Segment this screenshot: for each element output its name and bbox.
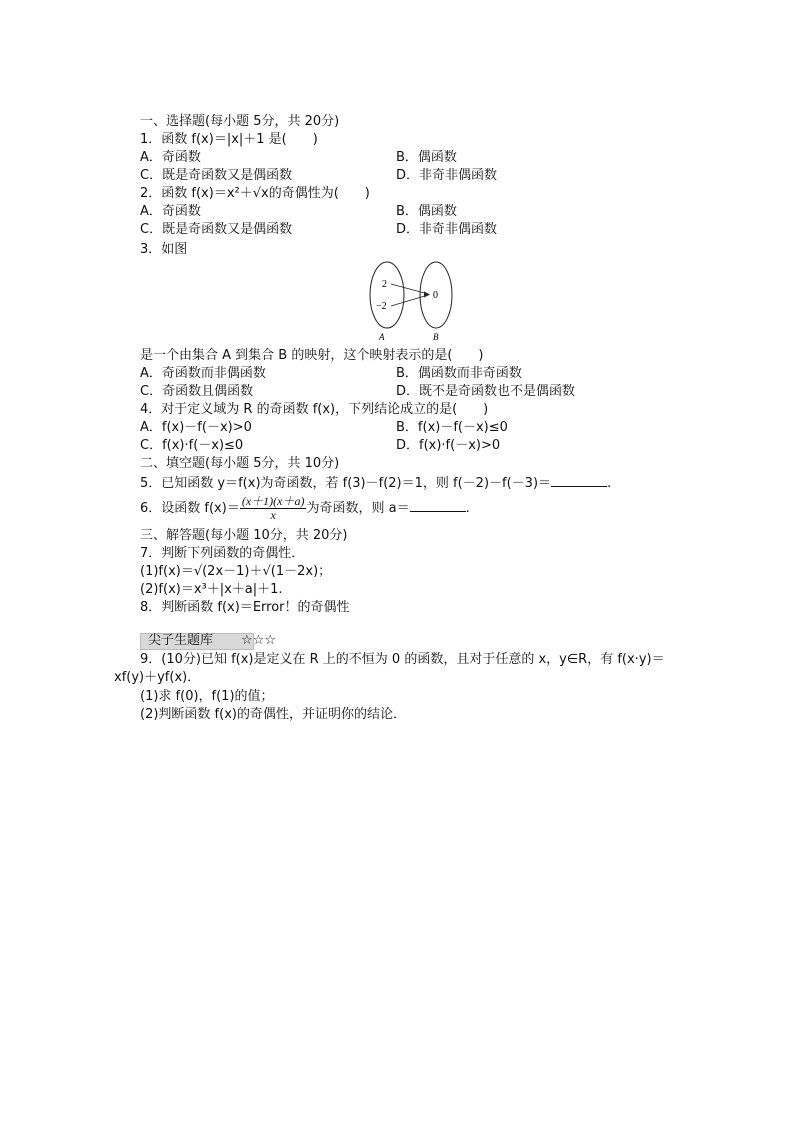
section1-heading: 一、选择题(每小题 5分，共 20分) — [140, 114, 340, 129]
arrow-neg2-to-0 — [391, 295, 428, 306]
q2-option-b: B．偶函数 — [396, 204, 457, 219]
arrow-2-to-0 — [391, 284, 428, 294]
set-b-label: B — [433, 332, 439, 342]
q7-part2: (2)f(x)＝x³＋|x＋a|＋1. — [140, 582, 283, 597]
set-a-item-1: 2 — [382, 279, 387, 290]
q2-stem: 2．函数 f(x)＝x²＋√x的奇偶性为( ) — [140, 186, 370, 201]
q4-stem: 4．对于定义域为 R 的奇函数 f(x)，下列结论成立的是( ) — [140, 402, 489, 417]
q7-part1: (1)f(x)＝√(2x－1)＋√(1－2x)； — [140, 564, 332, 579]
q2-option-d: D．非奇非偶函数 — [396, 222, 498, 237]
q6-answer-blank[interactable] — [410, 500, 466, 512]
q5-text: 5．已知函数 y＝f(x)为奇函数，若 f(3)－f(2)＝1，则 f(－2)－f(－3)＝ — [140, 476, 552, 491]
section3-heading: 三、解答题(每小题 10分，共 20分) — [140, 528, 348, 543]
q9-line1: 9．(10分)已知 f(x)是定义在 R 上的不恒为 0 的函数，且对于任意的 x，y∈R，有 f(x·y)＝ — [140, 652, 665, 667]
challenge-badge-label: 尖子生题库 — [148, 633, 214, 648]
q4-option-c: C．f(x)·f(－x)≤0 — [140, 438, 244, 453]
q9-line2: xf(y)＋yf(x)． — [114, 670, 201, 685]
set-a-item-2: −2 — [376, 301, 387, 312]
q5-answer-blank[interactable] — [551, 475, 607, 487]
q1-stem: 1．函数 f(x)＝|x|＋1 是( ) — [140, 132, 318, 147]
set-a-label: A — [379, 332, 385, 342]
arrowhead — [424, 292, 430, 298]
q1-option-c: C．既是奇函数又是偶函数 — [140, 168, 293, 183]
q4-option-a: A．f(x)－f(－x)>0 — [140, 420, 252, 435]
q7-stem: 7．判断下列函数的奇偶性． — [140, 546, 305, 561]
q1-option-a: A．奇函数 — [140, 150, 201, 165]
q6-prefix: 6．设函数 f(x)＝ — [140, 501, 240, 516]
section2-heading: 二、填空题(每小题 5分，共 10分) — [140, 456, 340, 471]
challenge-title — [148, 633, 276, 649]
q4-option-b: B．f(x)－f(－x)≤0 — [396, 420, 508, 435]
q1-option-d: D．非奇非偶函数 — [396, 168, 498, 183]
q4-option-d: D．f(x)·f(－x)>0 — [396, 438, 501, 453]
q3-option-d: D．既不是奇函数也不是偶函数 — [396, 384, 576, 399]
q3-option-b: B．偶函数而非奇函数 — [396, 366, 522, 381]
q2-option-c: C．既是奇函数又是偶函数 — [140, 222, 293, 237]
q6-denominator: x — [270, 508, 276, 522]
q5-end: . — [607, 476, 612, 491]
mapping-diagram — [362, 260, 458, 344]
q3-option-a: A．奇函数而非偶函数 — [140, 366, 266, 381]
q1-option-b: B．偶函数 — [396, 150, 457, 165]
set-b-item-1: 0 — [433, 290, 438, 301]
q9-part1: (1)求 f(0)，f(1)的值； — [140, 689, 274, 704]
q5-line — [140, 475, 611, 492]
q6-line — [140, 494, 470, 524]
q9-part2: (2)判断函数 f(x)的奇偶性，并证明你的结论． — [140, 707, 406, 722]
q6-numerator: (x＋1)(x＋a) — [241, 494, 305, 508]
q6-end: . — [465, 501, 470, 516]
q3-option-c: C．奇函数且偶函数 — [140, 384, 254, 399]
star-icons: ☆☆☆ — [241, 633, 276, 648]
q6-fraction — [240, 495, 307, 522]
q2-option-a: A．奇函数 — [140, 204, 201, 219]
q6-suffix: 为奇函数，则 a＝ — [306, 501, 410, 516]
q3-stem: 3．如图 — [140, 242, 188, 257]
q8-stem: 8．判断函数 f(x)＝Error！的奇偶性 — [140, 600, 350, 615]
q3-continuation: 是一个由集合 A 到集合 B 的映射，这个映射表示的是( ) — [140, 348, 484, 363]
